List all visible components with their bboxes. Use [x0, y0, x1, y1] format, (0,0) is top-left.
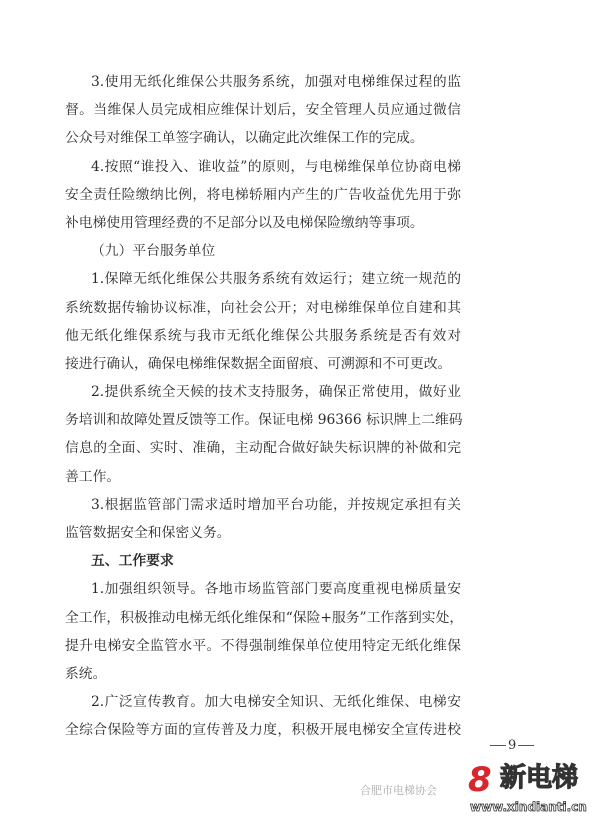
paragraph — [0, 68, 615, 153]
text-line: 信息的全面、实时、准确，主动配合做好缺失标识牌的补做和完 — [65, 440, 461, 457]
text-line: 系统。 — [65, 665, 107, 682]
text-line: 2.广泛宣传教育。加大电梯安全知识、无纸化维保、电梯安 — [91, 694, 461, 711]
paragraph — [0, 237, 615, 265]
text-line: 善工作。 — [65, 468, 121, 485]
watermark-url: www.xindianti.cn — [470, 800, 587, 814]
text-line: 公众号对维保工单签字确认，以确定此次维保工作的完成。 — [65, 130, 424, 147]
document-body — [0, 68, 615, 745]
section-heading — [0, 547, 615, 575]
text-line: 全工作，积极推动电梯无纸化维保和“保险+服务”工作落到实处， — [65, 609, 464, 626]
paragraph — [0, 153, 615, 238]
paragraph — [0, 265, 615, 378]
text-line: 督。当维保人员完成相应维保计划后，安全管理人员应通过微信 — [65, 102, 461, 119]
text-line: 务培训和故障处置反馈等工作。保证电梯 96366 标识牌上二维码 — [65, 412, 463, 429]
text-line: 系统数据传输协议标准，向社会公开；对电梯维保单位自建和其 — [65, 299, 461, 316]
text-line: 接进行确认，确保电梯维保数据全面留痕、可溯源和不可更改。 — [65, 355, 452, 372]
watermark-name: 新电梯 — [500, 763, 579, 793]
text-line: 3.使用无纸化维保公共服务系统，加强对电梯维保过程的监 — [91, 74, 461, 90]
text-line: 提升电梯安全监管水平。不得强制维保单位使用特定无纸化维保 — [65, 637, 461, 654]
text-line: 3.根据监管部门需求适时增加平台功能，并按规定承担有关 — [91, 496, 461, 513]
watermark-faint-text: 合肥市电梯协会 — [360, 784, 437, 797]
text-line: （九）平台服务单位 — [91, 243, 216, 260]
page-number-text: 9 — [508, 738, 517, 753]
text-line: 五、工作要求 — [91, 553, 174, 570]
text-line: 全综合保险等方面的宣传普及力度，积极开展电梯安全宣传进校 — [65, 722, 461, 739]
text-line: 1.加强组织领导。各地市场监管部门要高度重视电梯质量安 — [91, 581, 461, 598]
text-line: 4.按照“谁投入、谁收益”的原则，与电梯维保单位协商电梯 — [91, 158, 461, 175]
paragraph — [0, 575, 615, 688]
text-line: 安全责任险缴纳比例，将电梯轿厢内产生的广告收益优先用于弥 — [65, 186, 461, 203]
paragraph — [0, 688, 615, 744]
paragraph — [0, 491, 615, 547]
text-line: 监管数据安全和保密义务。 — [65, 525, 231, 541]
text-line: 补电梯使用管理经费的不足部分以及电梯保险缴纳等事项。 — [65, 214, 424, 231]
paragraph — [0, 378, 615, 491]
page-number — [488, 738, 536, 754]
text-line: 2.提供系统全天候的技术支持服务，确保正常使用，做好业 — [91, 384, 461, 401]
logo-mark-icon: 8 — [468, 760, 492, 800]
text-line: 他无纸化维保系统与我市无纸化维保公共服务系统是否有效对 — [65, 327, 461, 344]
text-line: 1.保障无纸化维保公共服务系统有效运行；建立统一规范的 — [91, 271, 461, 288]
